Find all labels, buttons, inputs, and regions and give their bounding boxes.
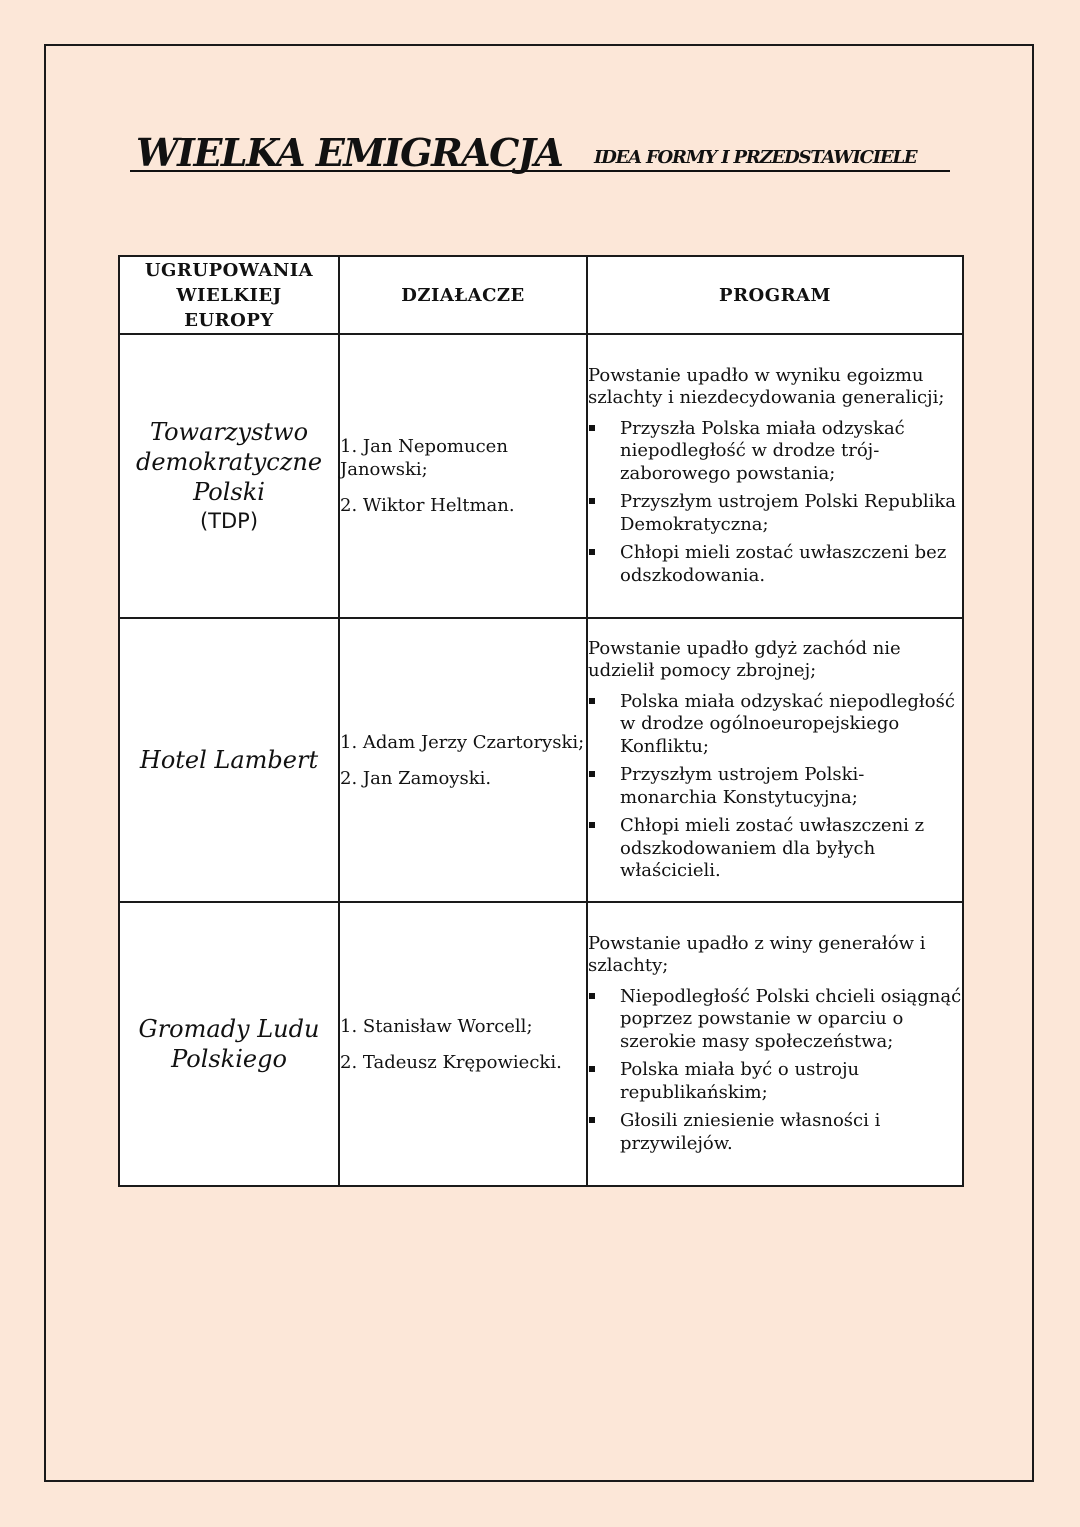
title-row bbox=[130, 130, 952, 176]
program-list bbox=[588, 418, 962, 588]
leader-item: 1. Jan Nepomucen Janowski; bbox=[340, 436, 508, 480]
program-point-text: Przyszła Polska miała odzyskać niepodległość w drodze trój-zaborowego powstania; bbox=[620, 417, 905, 484]
program-point-text: Niepodległość Polski chcieli osiągnąć poprzez powstanie w oparciu o szerokie masy społeczeństwa; bbox=[620, 985, 962, 1052]
square-bullet-icon bbox=[589, 771, 595, 777]
program-point-text: Polska miała odzyskać niepodległość w drodze ogólnoeuropejskiego Konfliktu; bbox=[620, 690, 955, 757]
leaders-cell bbox=[339, 618, 587, 902]
leader-item: 2. Wiktor Heltman. bbox=[340, 495, 515, 516]
header-leaders: DZIAŁACZE bbox=[339, 256, 587, 334]
title-underline bbox=[130, 170, 950, 172]
program-point bbox=[588, 1059, 962, 1104]
header-groups-label: UGRUPOWANIA WIELKIEJ EUROPY bbox=[144, 259, 314, 331]
program-cell bbox=[587, 902, 963, 1186]
group-cell bbox=[119, 902, 339, 1186]
program-point-text: Głosili zniesienie własności i przywilejów. bbox=[620, 1110, 881, 1154]
program-point-text: Chłopi mieli zostać uwłaszczeni z odszkodowaniem dla byłych właścicieli. bbox=[620, 815, 925, 881]
table-row bbox=[119, 618, 963, 902]
program-point bbox=[588, 986, 962, 1054]
program-intro: Powstanie upadło z winy generałów i szlachty; bbox=[588, 932, 926, 977]
table-row bbox=[119, 334, 963, 618]
leader-item: 1. Adam Jerzy Czartoryski; bbox=[340, 731, 585, 753]
emigration-table bbox=[118, 255, 964, 1187]
square-bullet-icon bbox=[589, 1066, 595, 1072]
leader-item: 2. Tadeusz Krępowiecki. bbox=[340, 1051, 562, 1073]
program-point bbox=[588, 764, 962, 809]
group-cell bbox=[119, 334, 339, 618]
header-groups bbox=[119, 256, 339, 334]
group-name: Towarzystwo demokratyczne Polski bbox=[135, 418, 323, 506]
page-subtitle: IDEA FORMY I PRZEDSTAWICIELE bbox=[594, 147, 917, 168]
program-intro: Powstanie upadło w wyniku egoizmu szlachty i niezdecydowania generalicji; bbox=[588, 364, 945, 409]
program-point bbox=[588, 418, 962, 486]
program-point bbox=[588, 1110, 962, 1155]
program-point-text: Chłopi mieli zostać uwłaszczeni bez odszkodowania. bbox=[620, 542, 947, 586]
group-cell bbox=[119, 618, 339, 902]
leader-item: 2. Jan Zamoyski. bbox=[340, 767, 492, 789]
program-point-text: Przyszłym ustrojem Polski Republika Demokratyczna; bbox=[620, 491, 957, 535]
square-bullet-icon bbox=[589, 498, 595, 504]
group-abbreviation: (TDP) bbox=[199, 509, 259, 533]
group-name: Gromady Ludu Polskiego bbox=[138, 1015, 320, 1073]
square-bullet-icon bbox=[589, 993, 595, 999]
program-point bbox=[588, 542, 962, 587]
program-point bbox=[588, 691, 962, 759]
square-bullet-icon bbox=[589, 822, 595, 828]
program-point bbox=[588, 491, 962, 536]
square-bullet-icon bbox=[589, 698, 595, 704]
leaders-cell bbox=[339, 902, 587, 1186]
program-list bbox=[588, 691, 962, 883]
leaders-cell bbox=[339, 334, 587, 618]
square-bullet-icon bbox=[589, 549, 595, 555]
program-list bbox=[588, 986, 962, 1156]
program-intro: Powstanie upadło gdyż zachód nie udzielił pomocy zbrojnej; bbox=[588, 637, 901, 681]
program-point bbox=[588, 815, 962, 883]
program-cell bbox=[587, 334, 963, 618]
program-cell bbox=[587, 618, 963, 902]
square-bullet-icon bbox=[589, 1117, 595, 1123]
page-title: WIELKA EMIGRACJA bbox=[136, 130, 563, 175]
table-row bbox=[119, 902, 963, 1186]
header-program: PROGRAM bbox=[587, 256, 963, 334]
leader-item: 1. Stanisław Worcell; bbox=[340, 1015, 533, 1037]
table-header-row bbox=[119, 256, 963, 334]
program-point-text: Polska miała być o ustroju republikańskim; bbox=[620, 1059, 860, 1103]
square-bullet-icon bbox=[589, 425, 595, 431]
program-point-text: Przyszłym ustrojem Polski- monarchia Konstytucyjna; bbox=[620, 764, 865, 808]
group-name: Hotel Lambert bbox=[139, 746, 319, 774]
